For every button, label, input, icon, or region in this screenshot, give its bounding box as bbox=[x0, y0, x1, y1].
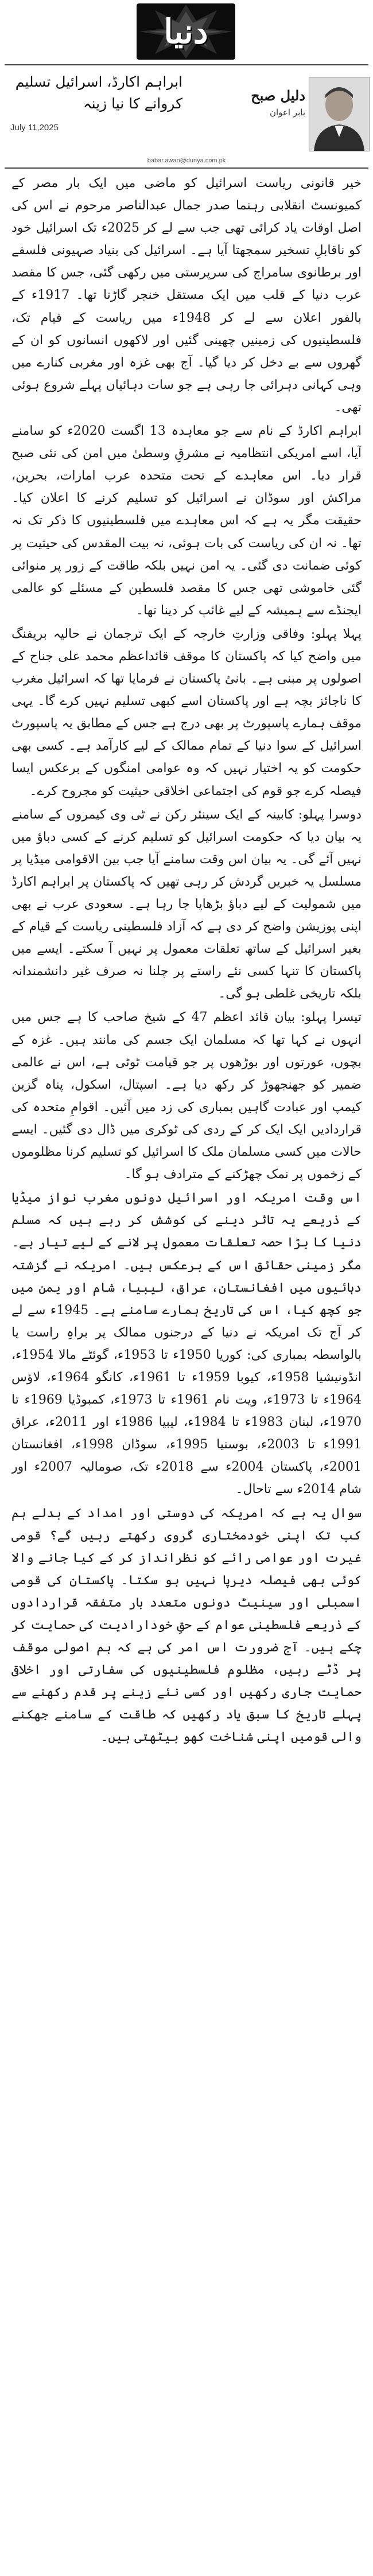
newspaper-logo[interactable] bbox=[137, 3, 235, 60]
article-body bbox=[11, 172, 362, 2564]
publish-date: July 11,2025 bbox=[10, 123, 59, 132]
paragraph: دوسرا پہلو: کابینہ کے ایک سینئر رکن نے ٹی وی کیمروں کے سامنے یہ بیان دیا کہ حکومت اسرائیل کو تسلیم کرنے کے کسی دباؤ میں نہیں آئے گی۔ یہ بیان اس وقت سامنے آیا جب بین الاقوامی میڈیا پر مسلسل یہ خبریں گردش کر رہی تھیں کہ پاکستان پر ابراہم اکارڈ میں شمولیت کے لیے دباؤ بڑھایا جا رہا ہے۔ سعودی عرب نے بھی اپنی پوزیشن واضح کر دی ہے کہ آزاد فلسطینی ریاست کے قیام کے بغیر اسرائیل کے ساتھ تعلقات معمول پر نہیں آ سکتے۔ ایسے میں پاکستان کا تنہا کسی نئے راستے پر چلنا نہ صرف غیر دانشمندانہ بلکہ تاریخی غلطی ہو گی۔ bbox=[11, 807, 362, 1001]
byline bbox=[251, 87, 305, 118]
paragraph: تیسرا پہلو: بیان قائد اعظم 47 کے شیخ صاحب کا ہے جس میں انہوں نے کہا تھا کہ مسلمان ایک جسم کی مانند ہیں۔ غزہ کے بچوں، عورتوں اور بوڑھوں پر جو قیامت ٹوٹی ہے، اس نے عالمی ضمیر کو جھنجھوڑ کر رکھ دیا ہے۔ اسپتال، اسکول، پناہ گزین کیمپ اور عبادت گاہیں بمباری کی زد میں آئیں۔ اقوامِ متحدہ کی قراردادیں ایک ایک کر کے ردی کی ٹوکری میں ڈال دی گئیں۔ ایسے حالات میں کسی مسلمان ملک کا اسرائیل کو تسلیم کرنا مظلوموں کے زخموں پر نمک چھڑکنے کے مترادف ہو گا۔ bbox=[11, 1010, 362, 1182]
author-email[interactable]: babar.awan@dunya.com.pk bbox=[147, 157, 226, 164]
masthead bbox=[0, 0, 373, 63]
masthead-rule bbox=[5, 64, 368, 65]
header-rule bbox=[5, 167, 368, 169]
paragraph: سوال یہ ہے کہ امریکہ کی دوستی اور امداد کے بدلے ہم کب تک اپنی خودمختاری گروی رکھتے رہیں گے؟ قومی غیرت اور عوامی رائے کو نظرانداز کر کے کیا جانے والا کوئی بھی فیصلہ دیرپا نہیں ہو سکتا۔ پاکستان کی قومی اسمبلی اور سینیٹ دونوں متعدد بار متفقہ قراردادوں کے ذریعے فلسطینی عوام کے حقِ خودارادیت کی حمایت کر چکے ہیں۔ آج ضرورت اس امر کی ہے کہ ہم اصولی موقف پر ڈٹے رہیں، مظلوم فلسطینیوں کی سفارتی اور اخلاقی حمایت جاری رکھیں اور کسی نئے زینے پر قدم رکھنے سے پہلے تاریخ کا سبق یاد رکھیں کہ طاقت کے سامنے جھکنے والی قومیں اپنی شناخت کھو بیٹھتی ہیں۔ bbox=[11, 1506, 362, 1745]
paragraph: اس وقت امریکہ اور اسرائیل دونوں مغرب نواز میڈیا کے ذریعے یہ تاثر دینے کی کوشش کر رہے ہیں کہ مسلم دنیا کا بڑا حصہ تعلقات معمول پر لانے کے لیے تیار ہے۔ مگر زمینی حقائق اس کے برعکس ہیں۔ امریکہ نے گزشتہ دہائیوں میں افغانستان، عراق، لیبیا، شام اور یمن میں جو کچھ کیا، اس کی تاریخ ہمارے سامنے ہے۔ 1945ء سے لے کر آج تک امریکہ نے دنیا کے درجنوں ممالک پر براہِ راست یا بالواسطہ بمباری کی: کوریا 1950ء تا 1953ء، گوئٹے مالا 1954ء، انڈونیشیا 1958ء، کیوبا 1959ء تا 1961ء، کانگو 1964ء، لاؤس 1964ء تا 1973ء، ویت نام 1961ء تا 1973ء، کمبوڈیا 1969ء تا 1970ء، لبنان 1983ء تا 1984ء، لیبیا 1986ء اور 2011ء، عراق 1991ء تا 2003ء، بوسنیا 1995ء، سوڈان 1998ء، افغانستان 2001ء، پاکستان 2004ء سے 2018ء تک، صومالیہ 2007ء اور شام 2014ء سے تاحال۔ bbox=[11, 1191, 362, 1497]
paragraph: پہلا پہلو: وفاقی وزارتِ خارجہ کے ایک ترجمان نے حالیہ بریفنگ میں واضح کیا کہ پاکستان کا موقف قائداعظم محمد علی جناح کے اصولوں پر مبنی ہے۔ بانیٔ پاکستان نے فرمایا تھا کہ اسرائیل مغرب کا ناجائز بچہ ہے اور پاکستان اسے کبھی تسلیم نہیں کرے گا۔ یہی موقف ہمارے پاسپورٹ پر بھی درج ہے جس کے مطابق یہ پاسپورٹ اسرائیل کے سوا دنیا کے تمام ممالک کے لیے کارآمد ہے۔ کسی بھی حکومت کو یہ اختیار نہیں کہ وہ عوامی امنگوں کے برعکس ایسا فیصلہ کرے جو قوم کی اجتماعی اخلاقی حیثیت کو مجروح کرے۔ bbox=[11, 626, 362, 798]
paragraph: ابراہم اکارڈ کے نام سے جو معاہدہ 13 اگست 2020ء کو سامنے آیا، اسے امریکی انتظامیہ نے مشرقِ وسطیٰ میں امن کی نئی صبح قرار دیا۔ اس معاہدے کے تحت متحدہ عرب امارات، بحرین، مراکش اور سوڈان نے اسرائیل کو تسلیم کرنے کا اعلان کیا۔ حقیقت مگر یہ ہے کہ اس معاہدے میں فلسطینیوں کا ذکر تک نہ تھا۔ نہ ان کی ریاست کی بات ہوئی، نہ بیت المقدس کی حیثیت پر کوئی ضمانت دی گئی۔ یہ امن نہیں بلکہ طاقت کے زور پر منوائی گئی خاموشی تھی جس کا مقصد فلسطین کے مسئلے کو عالمی ایجنڈے سے ہمیشہ کے لیے غائب کر دینا تھا۔ bbox=[11, 424, 362, 618]
logo-name: دنیا bbox=[164, 12, 208, 51]
author-name: بابر اعوان bbox=[269, 107, 305, 118]
paragraph: خیر قانونی ریاست اسرائیل کو ماضی میں ایک بار مصر کے کمیونسٹ انقلابی رہنما صدر جمال عبدالناصر مرحوم نے اس کی اصل اوقات یاد کرائی تھی جب سے لے کر 2025ء تک اسرائیل خود کو ناقابلِ تسخیر سمجھتا آیا ہے۔ اسرائیل کی بنیاد صہیونی فلسفے اور برطانوی سامراج کی سرپرستی میں رکھی گئی، جس کا مقصد عرب دنیا کے قلب میں ایک مستقل خنجر گاڑنا تھا۔ 1917ء کے بالفور اعلان سے لے کر 1948ء میں ریاست کے قیام تک، فلسطینیوں کی زمینیں چھینی گئیں اور لاکھوں انسانوں کو ان کے گھروں سے بے دخل کر دیا گیا۔ آج بھی غزہ اور مغربی کنارے میں وہی کہانی دہرائی جا رہی ہے جو سات دہائیاں پہلے شروع ہوئی تھی۔ bbox=[11, 176, 362, 415]
column-title: دلیل صبح bbox=[251, 87, 305, 104]
headline: ابراہم اکارڈ، اسرائیل تسلیم کروانے کا نیا زینہ bbox=[15, 73, 182, 112]
author-portrait bbox=[309, 77, 370, 151]
column-header bbox=[0, 68, 373, 154]
person-icon bbox=[309, 77, 369, 151]
